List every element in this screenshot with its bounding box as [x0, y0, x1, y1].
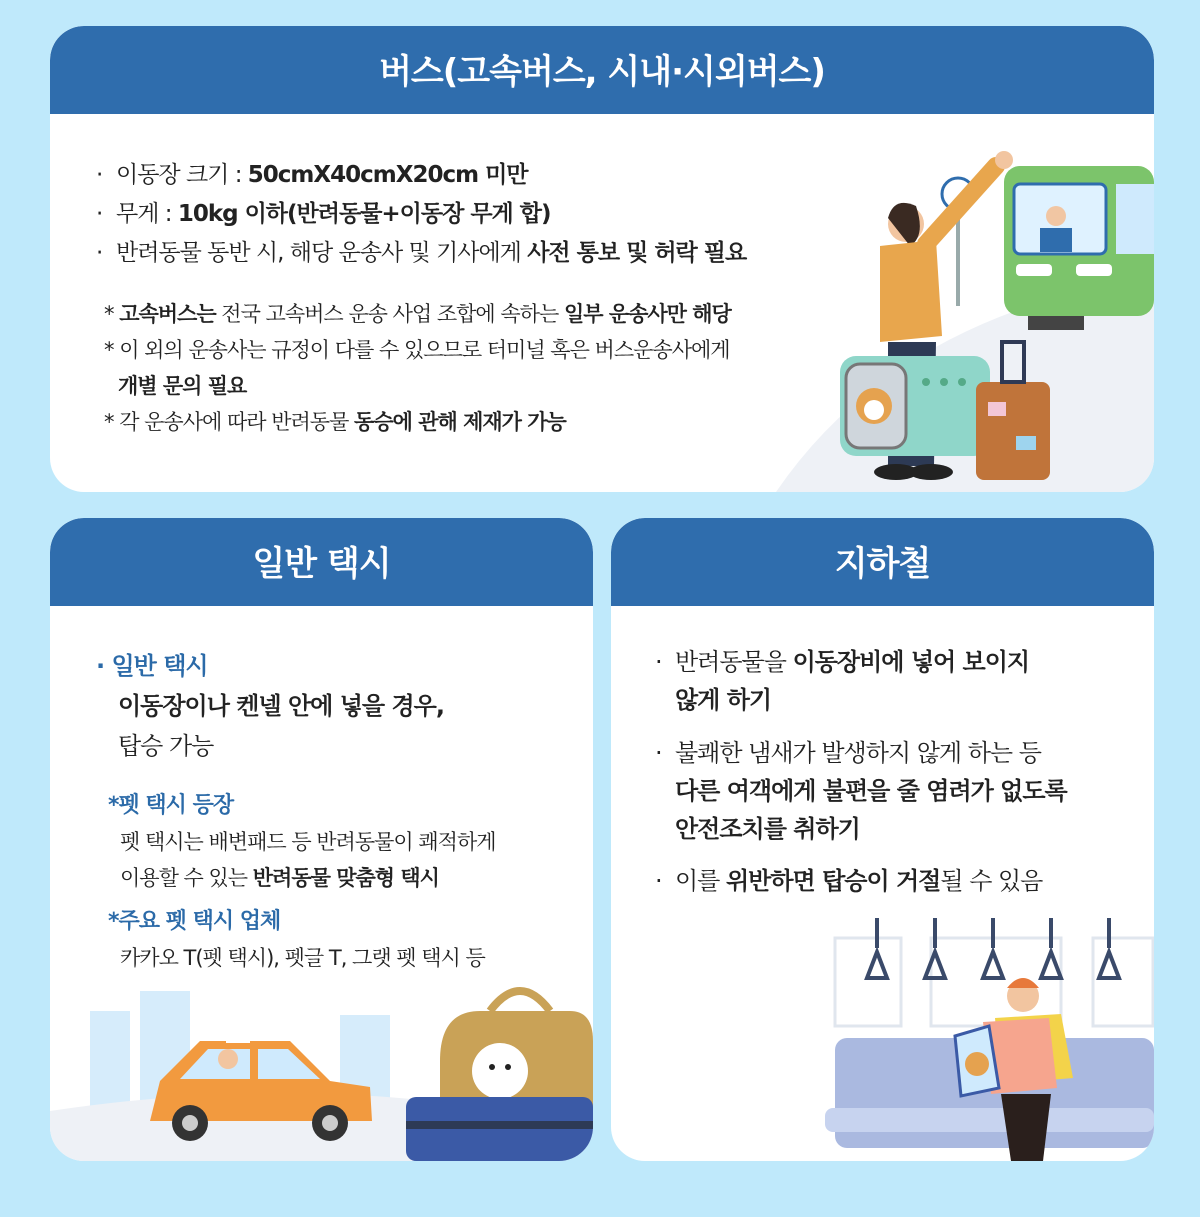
- subway-card: [611, 518, 1154, 1161]
- subway-card-title: 지하철: [611, 518, 1154, 606]
- star-icon: *: [108, 909, 119, 934]
- bus-note-3: * 각 운송사에 따라 반려동물 동승에 관해 제재가 가능: [104, 410, 566, 434]
- star-icon: *: [104, 410, 114, 434]
- bullet-icon: ·: [96, 652, 105, 680]
- bullet-icon: ·: [96, 162, 103, 188]
- bullet-icon: ·: [655, 648, 662, 676]
- star-icon: *: [108, 793, 119, 818]
- bus-note-1: * 고속버스는 전국 고속버스 운송 사업 조합에 속하는 일부 운송사만 해당: [104, 302, 731, 326]
- taxi-pet-line2: 이용할 수 있는 반려동물 맞춤형 택시: [120, 866, 439, 890]
- bus-notes: [104, 296, 794, 440]
- subway-bullet-1: · 반려동물을 이동장비에 넣어 보이지 않게 하기: [655, 643, 1029, 719]
- subway-illustration: [811, 918, 1154, 1161]
- taxi-illustration: [50, 981, 593, 1161]
- star-icon: *: [104, 338, 114, 362]
- bus-note-2-cont: 개별 문의 필요: [118, 374, 247, 398]
- taxi-card: [50, 518, 593, 1161]
- bullet-icon: ·: [96, 201, 103, 227]
- bus-bullet-weight-label: 무게 :: [116, 201, 178, 227]
- taxi-pet-heading: *펫 택시 등장: [108, 793, 234, 818]
- bus-bullet-notice-text: 반려동물 동반 시, 해당 운송사 및 기사에게: [116, 240, 528, 266]
- subway-bullet-3: · 이를 위반하면 탑승이 거절될 수 있음: [655, 862, 1042, 900]
- taxi-company-section: [108, 904, 485, 976]
- taxi-pet-line1: 펫 택시는 배변패드 등 반려동물이 쾌적하게: [120, 830, 496, 854]
- bus-bullet-size-label: 이동장 크기 :: [116, 162, 248, 188]
- bus-card-title: 버스(고속버스, 시내·시외버스): [50, 26, 1154, 114]
- taxi-pet-section: [108, 788, 496, 896]
- taxi-card-title: 일반 택시: [50, 518, 593, 606]
- bus-bullet-size: [96, 156, 528, 194]
- taxi-general-heading: · 일반 택시: [96, 652, 208, 680]
- bus-note-2: * 이 외의 운송사는 규정이 다를 수 있으므로 터미널 혹은 버스운송사에게: [104, 338, 730, 362]
- bus-bullet-weight-value: 10kg 이하(반려동물+이동장 무게 합): [177, 201, 551, 227]
- bus-bullet-weight: [96, 195, 551, 233]
- bus-bullet-notice: [96, 234, 746, 272]
- bus-bullet-notice-bold: 사전 통보 및 허락 필요: [527, 240, 747, 266]
- taxi-company-heading: *주요 펫 택시 업체: [108, 909, 281, 934]
- taxi-general: [96, 646, 444, 766]
- taxi-company-line: 카카오 T(펫 택시), 펫글 T, 그랫 펫 택시 등: [120, 946, 485, 970]
- bullet-icon: ·: [96, 240, 103, 266]
- subway-bullet-2: · 불쾌한 냄새가 발생하지 않게 하는 등 다른 여객에게 불편을 줄 염려가 없도록 안전조치를 취하기: [655, 734, 1067, 848]
- taxi-general-line2: 탑승 가능: [118, 732, 214, 760]
- star-icon: *: [104, 302, 114, 326]
- bus-illustration: [776, 136, 1154, 492]
- taxi-general-line1: 이동장이나 켄넬 안에 넣을 경우,: [118, 692, 444, 720]
- bullet-icon: ·: [655, 739, 662, 767]
- bullet-icon: ·: [655, 867, 662, 895]
- bus-card: [50, 26, 1154, 492]
- bus-bullet-size-value: 50cmX40cmX20cm 미만: [247, 162, 528, 188]
